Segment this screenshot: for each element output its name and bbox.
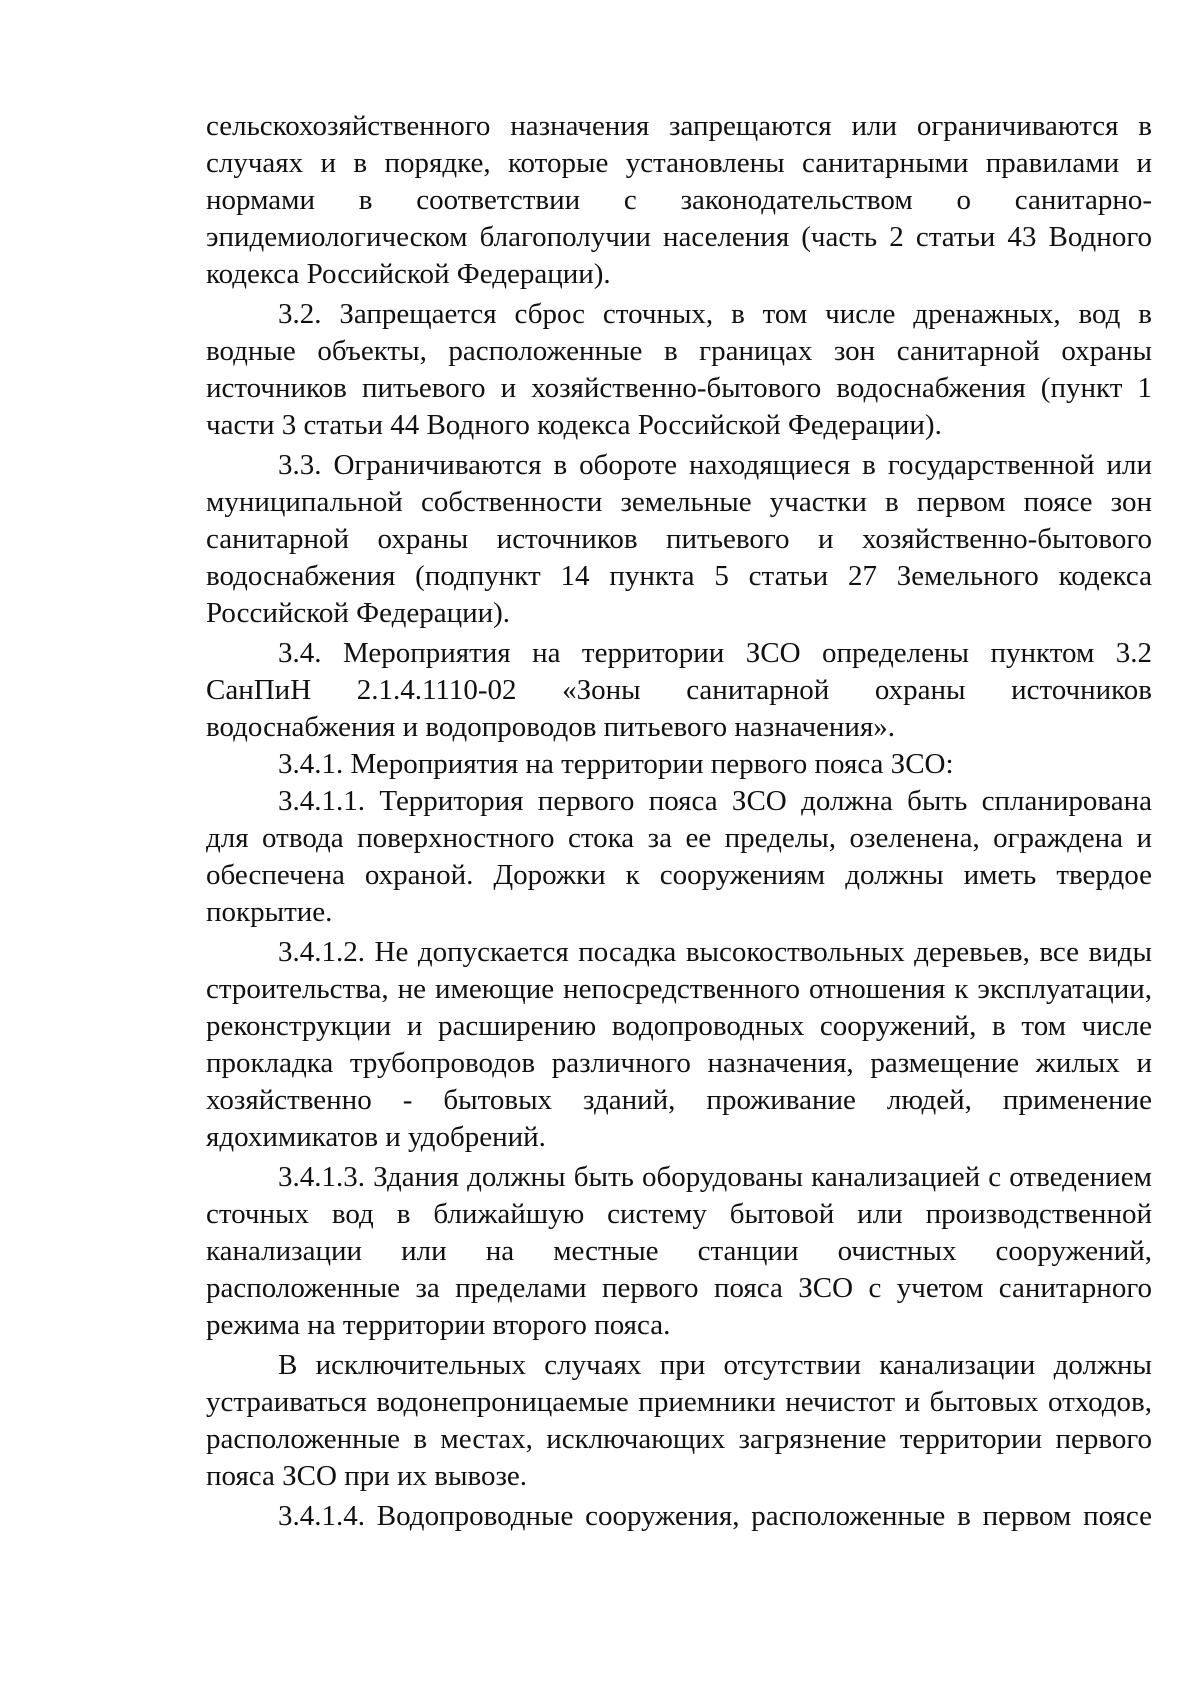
paragraph-3-4: 3.4. Мероприятия на территории ЗСО определены пунктом 3.2 СанПиН 2.1.4.1110-02 «Зоны санитарной охраны источников водоснабжения и водопроводов питьевого назначения». xyxy=(206,637,1152,743)
paragraph-3-4-1: 3.4.1. Мероприятия на территории первого пояса ЗСО: xyxy=(278,748,954,780)
paragraph-3-4-1-3: 3.4.1.3. Здания должны быть оборудованы канализацией с отведением сточных вод в ближайшую систему бытовой или производственной канализации или на местные станции очистных сооружений, расположенные за пределами первого пояса ЗСО с учетом санитарного режима на территории второго пояса. xyxy=(206,1161,1152,1341)
paragraph-continuation: сельскохозяйственного назначения запрещаются или ограничиваются в случаях и в порядке, которые установлены санитарными правилами и нормами в соответствии с законодательством о санитарно-эпидемиологическом благополучии населения (часть 2 статьи 43 Водного кодекса Российской Федерации). xyxy=(206,110,1152,290)
paragraph-3-4-1-4: 3.4.1.4. Водопроводные сооружения, расположенные в первом поясе xyxy=(278,1500,1152,1532)
paragraph-3-4-1-1: 3.4.1.1. Территория первого пояса ЗСО должна быть спланирована для отвода поверхностного стока за ее пределы, озеленена, ограждена и обеспечена охраной. Дорожки к сооружениям должны иметь твердое покрытие. xyxy=(206,785,1152,928)
document-body xyxy=(206,108,1152,1535)
paragraph-3-3: 3.3. Ограничиваются в обороте находящиеся в государственной или муниципальной собственности земельные участки в первом поясе зон санитарной охраны источников питьевого и хозяйственно-бытового водоснабжения (подпункт 14 пункта 5 статьи 27 Земельного кодекса Российской Федерации). xyxy=(206,449,1152,629)
paragraph-exceptional-cases: В исключительных случаях при отсутствии канализации должны устраиваться водонепроницаемые приемники нечистот и бытовых отходов, расположенные в местах, исключающих загрязнение территории первого пояса ЗСО при их вывозе. xyxy=(206,1349,1152,1492)
paragraph-3-4-1-2: 3.4.1.2. Не допускается посадка высокоствольных деревьев, все виды строительства, не имеющие непосредственного отношения к эксплуатации, реконструкции и расширению водопроводных сооружений, в том числе прокладка трубопроводов различного назначения, размещение жилых и хозяйственно - бытовых зданий, проживание людей, применение ядохимикатов и удобрений. xyxy=(206,936,1152,1153)
paragraph-3-2: 3.2. Запрещается сброс сточных, в том числе дренажных, вод в водные объекты, расположенные в границах зон санитарной охраны источников питьевого и хозяйственно-бытового водоснабжения (пункт 1 части 3 статьи 44 Водного кодекса Российской Федерации). xyxy=(206,298,1152,441)
